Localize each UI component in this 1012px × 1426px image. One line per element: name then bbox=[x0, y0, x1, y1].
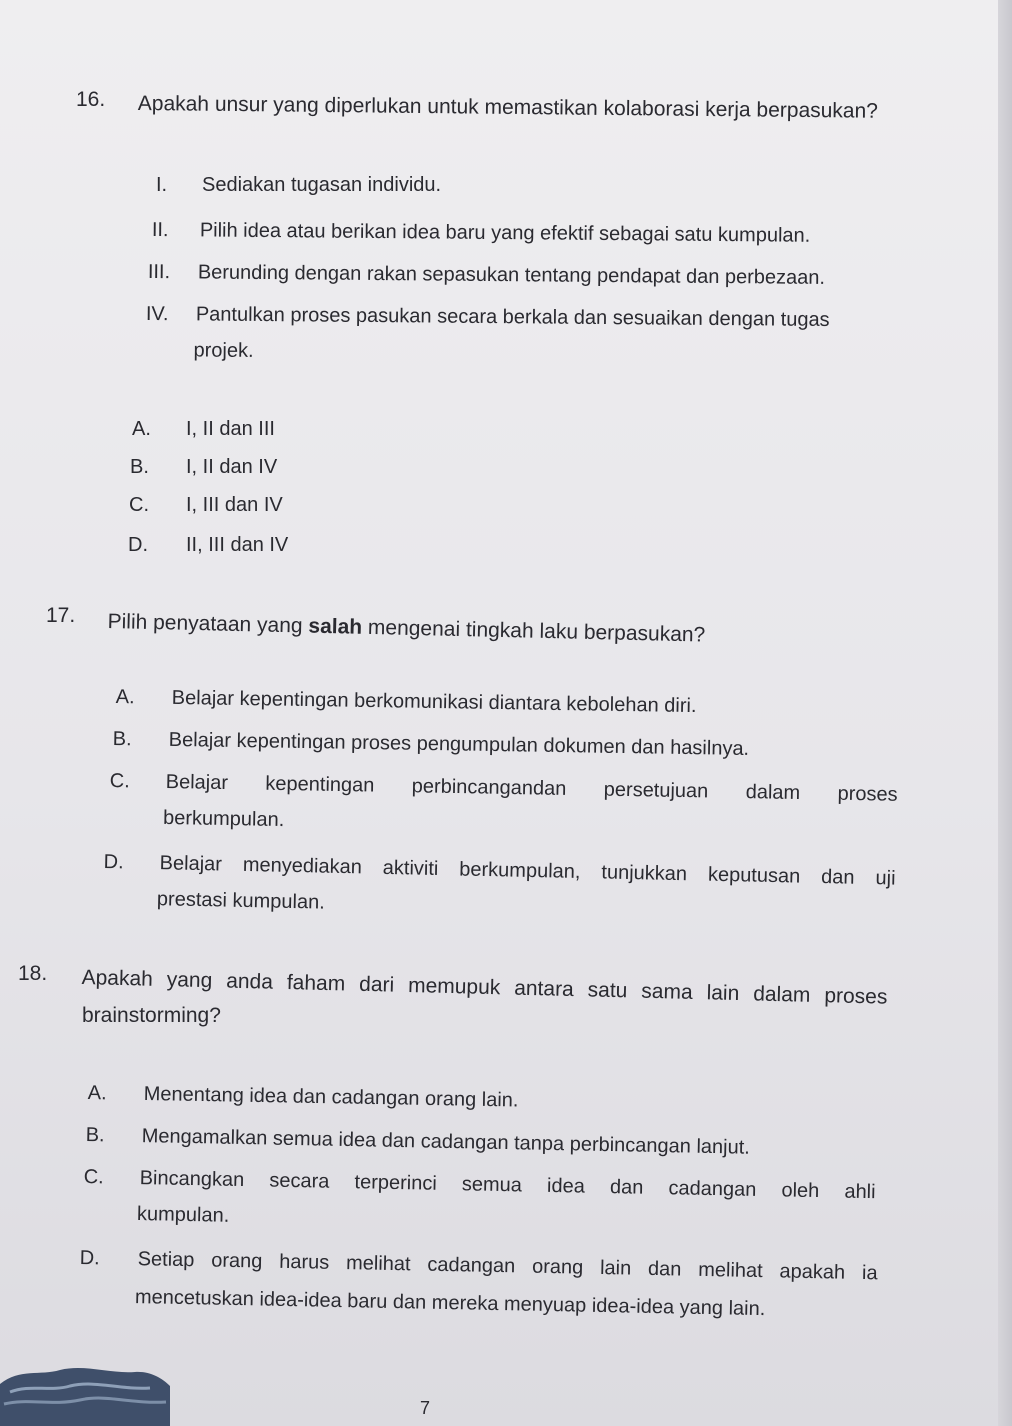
statement-label: III. bbox=[147, 260, 171, 284]
option-text-line1: Setiap orang harus melihat cadangan orang lain dan melihat apakah ia bbox=[137, 1248, 878, 1285]
option-label: A. bbox=[87, 1081, 107, 1105]
statement-text-line2: projek. bbox=[193, 339, 254, 362]
option-label: D. bbox=[128, 534, 148, 556]
option-text-line2: prestasi kumpulan. bbox=[156, 888, 325, 914]
option-label: B. bbox=[85, 1123, 105, 1147]
option-label: C. bbox=[129, 494, 149, 516]
question-number: 17. bbox=[46, 604, 76, 627]
option-text-line2: kumpulan. bbox=[136, 1203, 230, 1227]
statement-label: I. bbox=[156, 174, 168, 196]
question-text: Apakah unsur yang diperlukan untuk memastikan kolaborasi kerja berpasukan? bbox=[137, 91, 879, 123]
option-text-line2: mencetuskan idea-idea baru dan mereka menyuap idea-idea yang lain. bbox=[134, 1286, 766, 1321]
page-number: 7 bbox=[420, 1398, 431, 1418]
option-text: II, III dan IV bbox=[186, 534, 289, 556]
statement-text: Berunding dengan rakan sepasukan tentang pendapat dan perbezaan. bbox=[197, 261, 826, 289]
option-label: B. bbox=[112, 727, 132, 751]
question-text-end: mengenai tingkah laku berpasukan? bbox=[361, 615, 706, 647]
option-label: D. bbox=[79, 1246, 100, 1270]
option-text-line2: berkumpulan. bbox=[162, 806, 285, 832]
question-number: 18. bbox=[18, 962, 48, 985]
option-text: Belajar kepentingan proses pengumpulan dokumen dan hasilnya. bbox=[168, 728, 750, 760]
question-text-line2: brainstorming? bbox=[82, 1004, 221, 1027]
option-text: Menentang idea dan cadangan orang lain. bbox=[143, 1082, 519, 1112]
option-text: I, III dan IV bbox=[186, 494, 283, 516]
option-text: Mengamalkan semua idea dan cadangan tanpa perbincangan lanjut. bbox=[141, 1125, 751, 1159]
option-label: B. bbox=[130, 456, 149, 478]
statement-label: IV. bbox=[145, 302, 169, 326]
option-text: I, II dan IV bbox=[186, 456, 278, 478]
question-text bbox=[107, 606, 705, 651]
question-text-start: Pilih penyataan yang bbox=[107, 609, 309, 638]
page-edge bbox=[998, 0, 1012, 1426]
question-number: 16. bbox=[76, 88, 106, 111]
option-text: Belajar kepentingan berkomunikasi diantara kebolehan diri. bbox=[171, 686, 697, 718]
option-text-line1: Bincangkan secara terperinci semua idea dan cadangan oleh ahli bbox=[139, 1167, 876, 1204]
option-label: D. bbox=[103, 850, 124, 874]
statement-text-line1: Pantulkan proses pasukan secara berkala dan sesuaikan dengan tugas bbox=[195, 303, 830, 331]
option-text: I, II dan III bbox=[186, 418, 275, 440]
statement-text: Pilih idea atau berikan idea baru yang efektif sebagai satu kumpulan. bbox=[199, 219, 811, 247]
option-label: A. bbox=[132, 418, 151, 440]
option-label: A. bbox=[115, 685, 135, 709]
statement-text: Sediakan tugasan individu. bbox=[202, 174, 442, 196]
option-text-line1: Belajar kepentingan perbincangandan persetujuan dalam proses bbox=[165, 770, 898, 806]
option-text-line1: Belajar menyediakan aktiviti berkumpulan, tunjukkan keputusan dan uji bbox=[159, 852, 896, 890]
option-label: C. bbox=[109, 769, 130, 793]
fabric-corner-decoration bbox=[0, 1362, 170, 1426]
option-label: C. bbox=[83, 1165, 104, 1189]
statement-label: II. bbox=[151, 218, 169, 242]
emphasis-word: salah bbox=[308, 614, 363, 639]
question-text-line1: Apakah yang anda faham dari memupuk antara satu sama lain dalam proses bbox=[81, 965, 888, 1009]
